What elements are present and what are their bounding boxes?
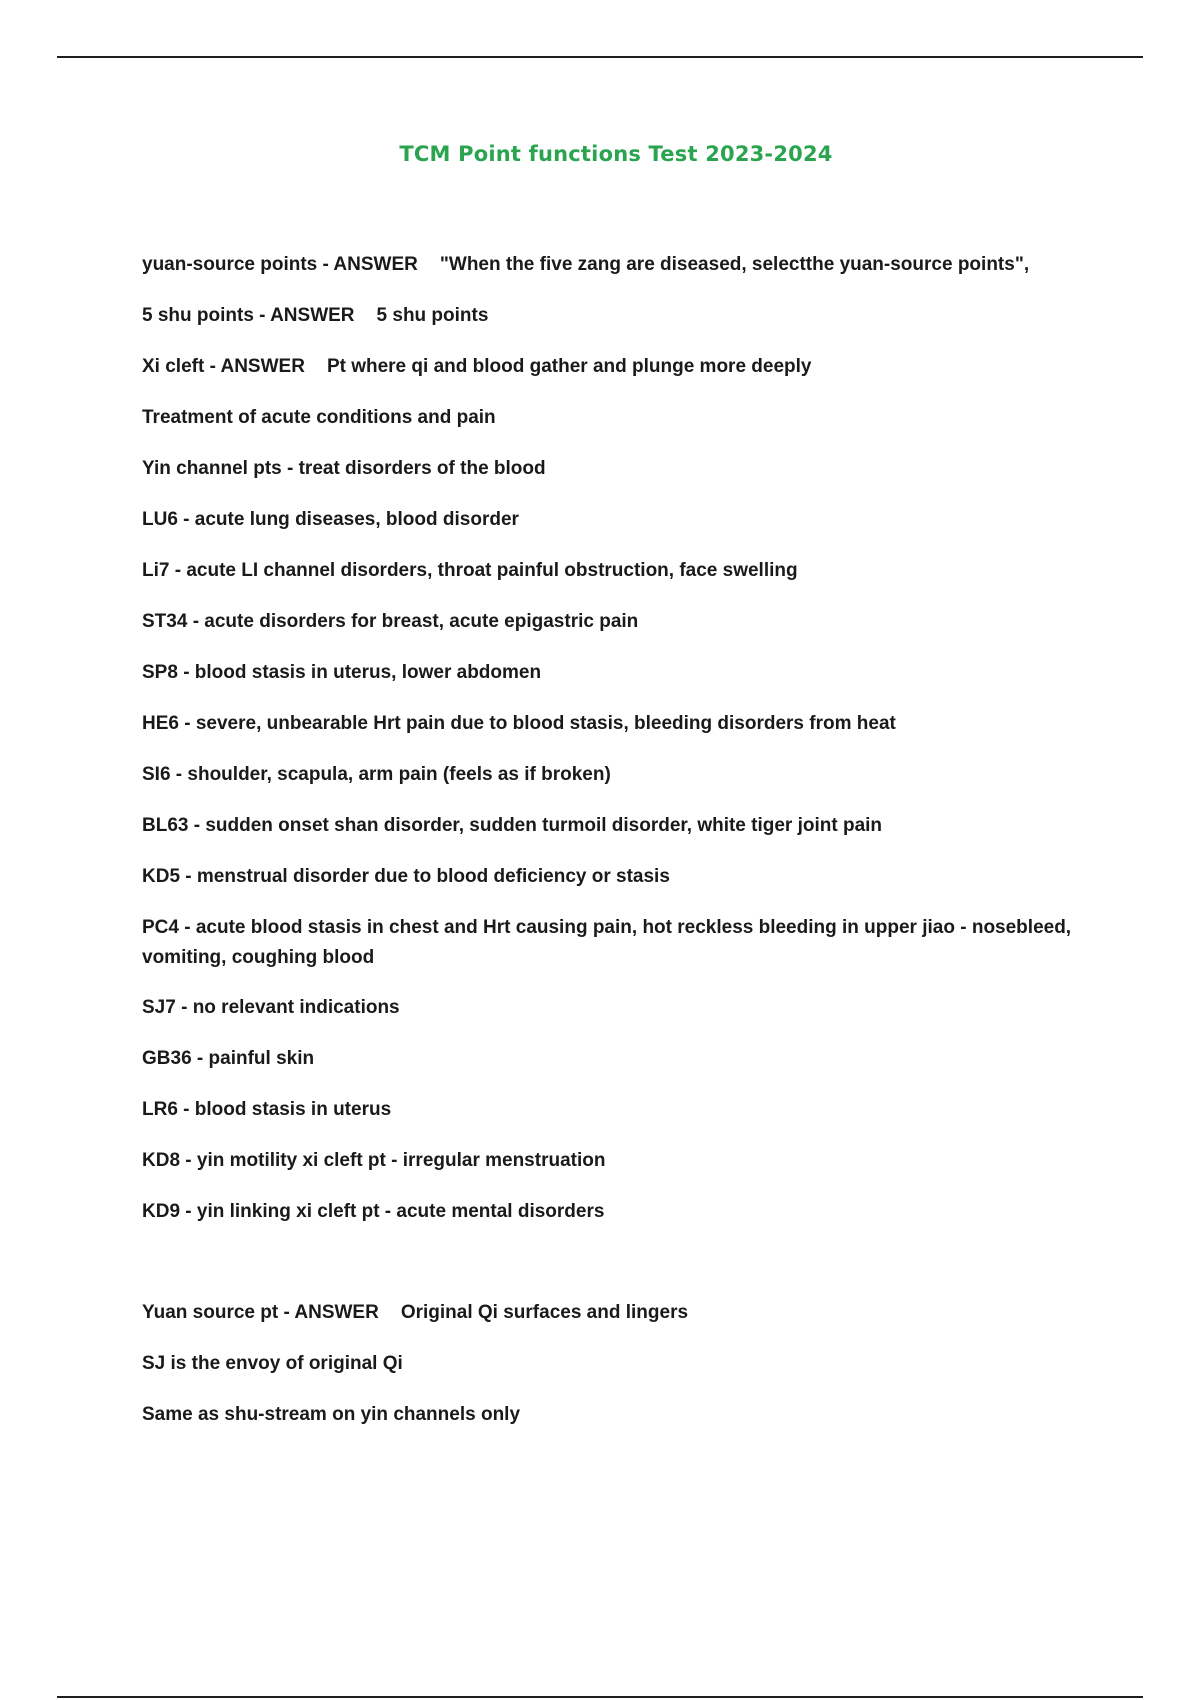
text-line: KD9 - yin linking xi cleft pt - acute mental disorders [142,1201,605,1222]
document-title: TCM Point functions Test 2023-2024 [399,142,833,166]
qa-term: yuan-source points [142,254,318,275]
top-rule [57,56,1143,58]
qa-line [142,250,1092,280]
section-gap [142,1248,1092,1298]
text-line: SI6 - shoulder, scapula, arm pain (feels as if broken) [142,764,611,785]
text-line: Li7 - acute LI channel disorders, throat painful obstruction, face swelling [142,560,798,581]
text-line: LU6 - acute lung diseases, blood disorder [142,509,519,530]
text-line: KD8 - yin motility xi cleft pt - irregular menstruation [142,1150,606,1171]
answer-marker: - ANSWER [204,356,305,377]
qa-line [142,301,1092,331]
qa-line [142,352,1092,382]
qa-line [142,1298,1092,1328]
qa-term: 5 shu points [142,305,254,326]
text-line: SJ7 - no relevant indications [142,997,400,1018]
text-line: Same as shu-stream on yin channels only [142,1404,521,1425]
text-line: BL63 - sudden onset shan disorder, sudden turmoil disorder, white tiger joint pain [142,815,883,836]
text-line: HE6 - severe, unbearable Hrt pain due to blood stasis, bleeding disorders from heat [142,713,896,734]
document-body [142,250,1092,1451]
bottom-rule [57,1696,1143,1698]
qa-answer: "When the five zang are diseased, selectthe yuan-source points", [439,254,1030,275]
qa-answer: Pt where qi and blood gather and plunge more deeply [326,356,812,377]
qa-term: Yuan source pt [142,1302,279,1323]
text-line: SJ is the envoy of original Qi [142,1353,403,1374]
answer-marker: - ANSWER [278,1302,379,1323]
qa-answer: Original Qi surfaces and lingers [400,1302,689,1323]
text-line: ST34 - acute disorders for breast, acute epigastric pain [142,611,639,632]
text-line: LR6 - blood stasis in uterus [142,1099,392,1120]
answer-marker: - ANSWER [317,254,418,275]
qa-answer: 5 shu points [376,305,489,326]
answer-marker: - ANSWER [253,305,355,326]
text-line: SP8 - blood stasis in uterus, lower abdomen [142,662,542,683]
qa-term: Xi cleft [142,356,205,377]
text-line: PC4 - acute blood stasis in chest and Hrt causing pain, hot reckless bleeding in upper jiao - nosebleed, vomiting, coughing blood [142,917,1072,968]
text-line: Treatment of acute conditions and pain [142,407,496,428]
text-line: Yin channel pts - treat disorders of the blood [142,458,546,479]
text-line: GB36 - painful skin [142,1048,315,1069]
text-line: KD5 - menstrual disorder due to blood deficiency or stasis [142,866,670,887]
